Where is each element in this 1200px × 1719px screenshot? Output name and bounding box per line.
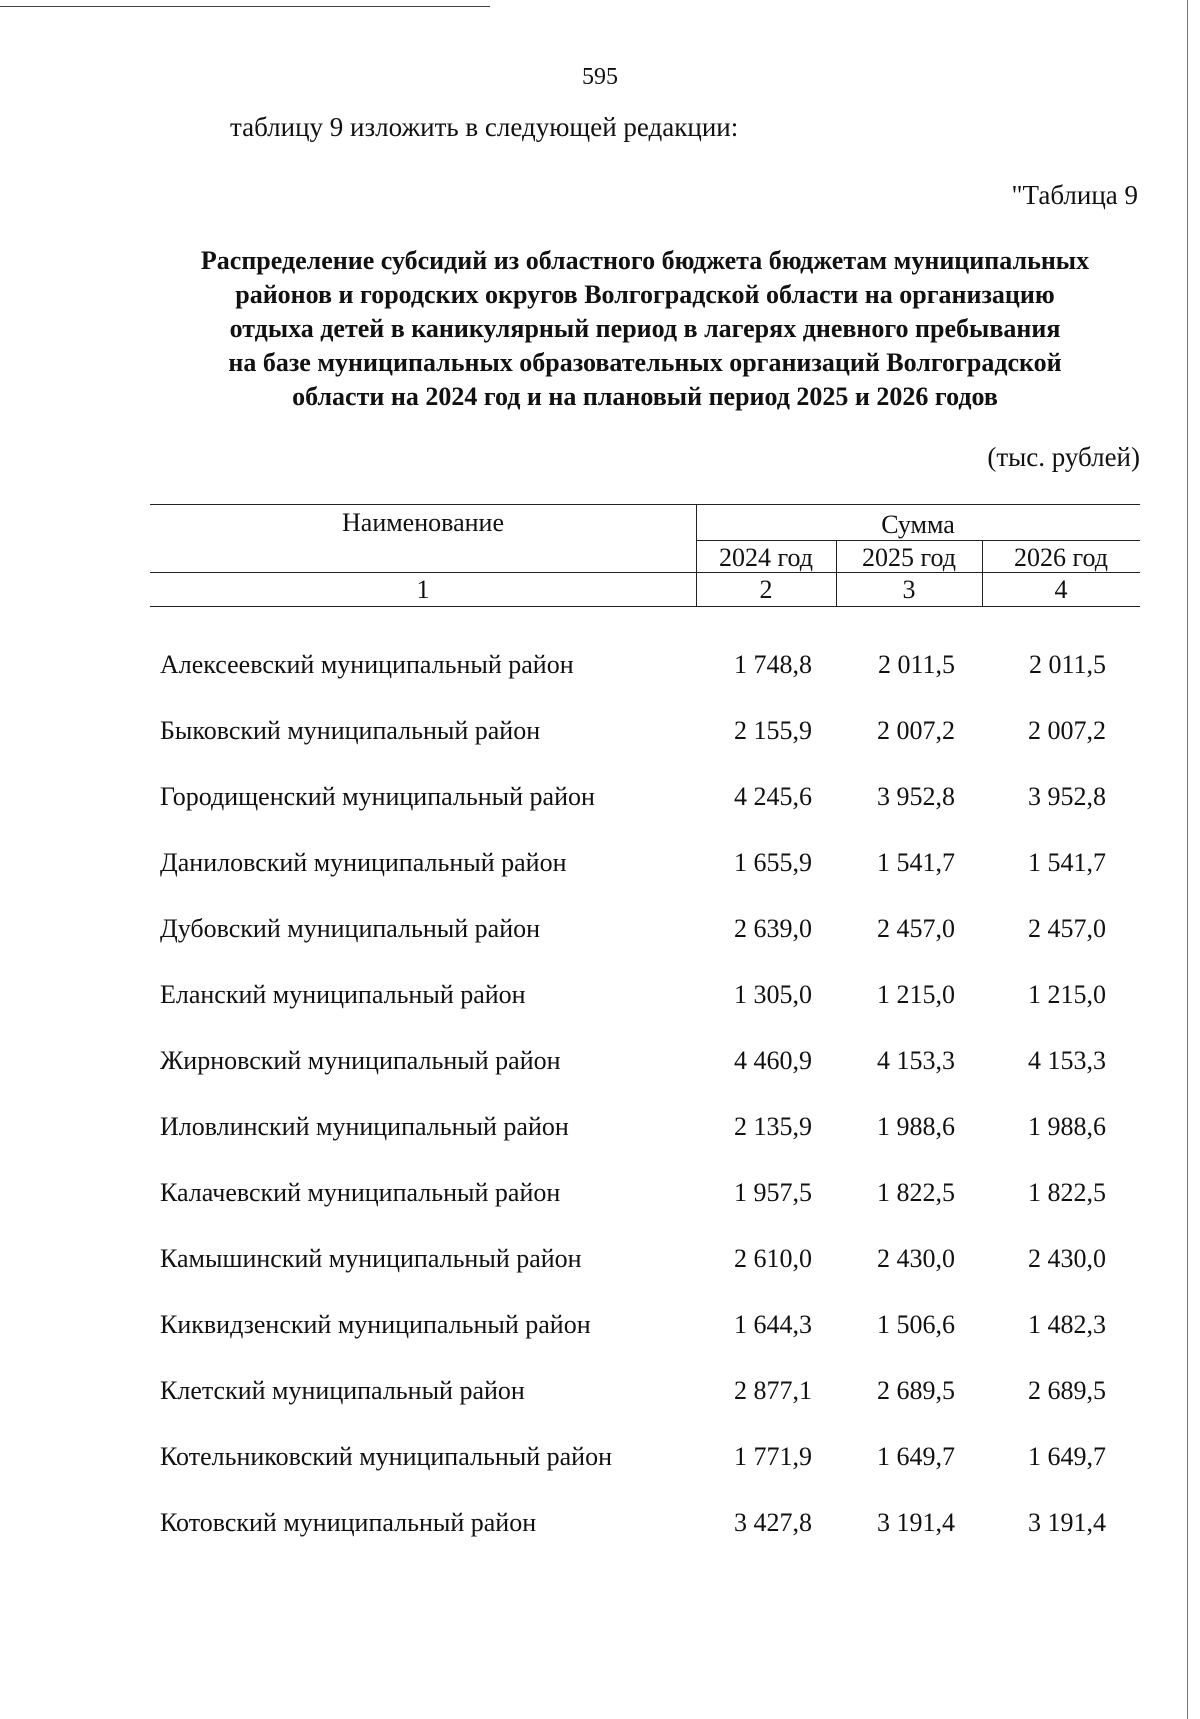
col-number-3: 3 [902,575,916,604]
value-2024: 1 305,0 [734,980,812,1009]
value-2026: 4 153,3 [1028,1046,1106,1075]
value-2026: 2 011,5 [1028,650,1106,679]
value-2024: 2 610,0 [734,1244,812,1273]
value-2026: 2 007,2 [1028,716,1106,745]
header-sum: Сумма [881,510,955,539]
value-2024: 1 957,5 [734,1178,812,1207]
value-2026: 2 689,5 [1028,1376,1106,1405]
district-name: Еланский муниципальный район [160,980,526,1009]
value-2024: 1 748,8 [734,650,812,679]
table-label: "Таблица 9 [1011,180,1138,210]
value-2024: 1 771,9 [734,1442,812,1471]
district-name: Калачевский муниципальный район [160,1178,561,1207]
scan-artifact-top-line [0,6,490,7]
table-row [0,772,1200,838]
table-row [0,1168,1200,1234]
value-2024: 4 460,9 [734,1046,812,1075]
table-row [0,1102,1200,1168]
value-2026: 1 541,7 [1028,848,1106,877]
value-2025: 1 988,6 [877,1112,955,1141]
value-2026: 1 988,6 [1028,1112,1106,1141]
value-2024: 4 245,6 [734,782,812,811]
table-title [150,244,1140,414]
title-line: Распределение субсидий из областного бюджета бюджетам муниципальных [200,246,1090,275]
table-row [0,904,1200,970]
district-name: Котельниковский муниципальный район [160,1442,612,1471]
district-name: Котовский муниципальный район [160,1508,537,1537]
value-2025: 1 215,0 [877,980,955,1009]
table-row [0,838,1200,904]
value-2025: 1 506,6 [877,1310,955,1339]
col-number-2: 2 [759,575,773,604]
table-row [0,1300,1200,1366]
header-top-rule [150,504,1140,505]
table-body [0,640,1200,1564]
value-2026: 3 952,8 [1028,782,1106,811]
value-2024: 2 877,1 [734,1376,812,1405]
value-2025: 2 457,0 [877,914,955,943]
table-row [0,1036,1200,1102]
value-2024: 3 427,8 [734,1508,812,1537]
value-2025: 2 007,2 [877,716,955,745]
value-2024: 1 644,3 [734,1310,812,1339]
header-bottom-rule [150,606,1140,607]
value-2024: 2 639,0 [734,914,812,943]
district-name: Киквидзенский муниципальный район [160,1310,591,1339]
table-row [0,1432,1200,1498]
district-name: Жирновский муниципальный район [160,1046,561,1075]
value-2025: 3 191,4 [877,1508,955,1537]
district-name: Иловлинский муниципальный район [160,1112,569,1141]
title-line: отдыха детей в каникулярный период в лагерях дневного пребывания [229,314,1061,343]
header-name: Наименование [342,508,504,537]
title-line: области на 2024 год и на плановый период 2025 и 2026 годов [292,382,998,411]
value-2026: 1 822,5 [1028,1178,1106,1207]
table-row [0,1498,1200,1564]
district-name: Дубовский муниципальный район [160,914,541,943]
district-name: Даниловский муниципальный район [160,848,567,877]
page-number: 595 [582,64,618,90]
table-row [0,640,1200,706]
value-2025: 2 011,5 [877,650,955,679]
units-label: (тыс. рублей) [987,442,1140,472]
value-2024: 2 135,9 [734,1112,812,1141]
value-2026: 3 191,4 [1028,1508,1106,1537]
intro-text: таблицу 9 изложить в следующей редакции: [230,112,739,142]
table-row [0,1366,1200,1432]
value-2024: 1 655,9 [734,848,812,877]
table-row [0,706,1200,772]
header-year-2025: 2025 год [862,543,956,572]
district-name: Быковский муниципальный район [160,716,541,745]
value-2025: 1 541,7 [877,848,955,877]
value-2026: 1 649,7 [1028,1442,1106,1471]
table-row [0,970,1200,1036]
value-2025: 1 649,7 [877,1442,955,1471]
value-2025: 3 952,8 [877,782,955,811]
value-2026: 1 215,0 [1028,980,1106,1009]
title-line: районов и городских округов Волгоградской области на организацию [235,280,1055,309]
district-name: Алексеевский муниципальный район [160,650,574,679]
title-line: на базе муниципальных образовательных организаций Волгоградской [228,348,1062,377]
table-row [0,1234,1200,1300]
header-year-2026: 2026 год [1014,543,1108,572]
value-2025: 2 689,5 [877,1376,955,1405]
value-2024: 2 155,9 [734,716,812,745]
col-number-1: 1 [416,575,430,604]
value-2025: 1 822,5 [877,1178,955,1207]
district-name: Камышинский муниципальный район [160,1244,582,1273]
value-2025: 4 153,3 [877,1046,955,1075]
value-2026: 2 457,0 [1028,914,1106,943]
district-name: Городищенский муниципальный район [160,782,595,811]
header-year-2024: 2024 год [719,543,813,572]
col-number-4: 4 [1054,575,1068,604]
header-sum-rule [696,540,1140,541]
value-2026: 2 430,0 [1028,1244,1106,1273]
district-name: Клетский муниципальный район [160,1376,525,1405]
value-2025: 2 430,0 [877,1244,955,1273]
value-2026: 1 482,3 [1028,1310,1106,1339]
